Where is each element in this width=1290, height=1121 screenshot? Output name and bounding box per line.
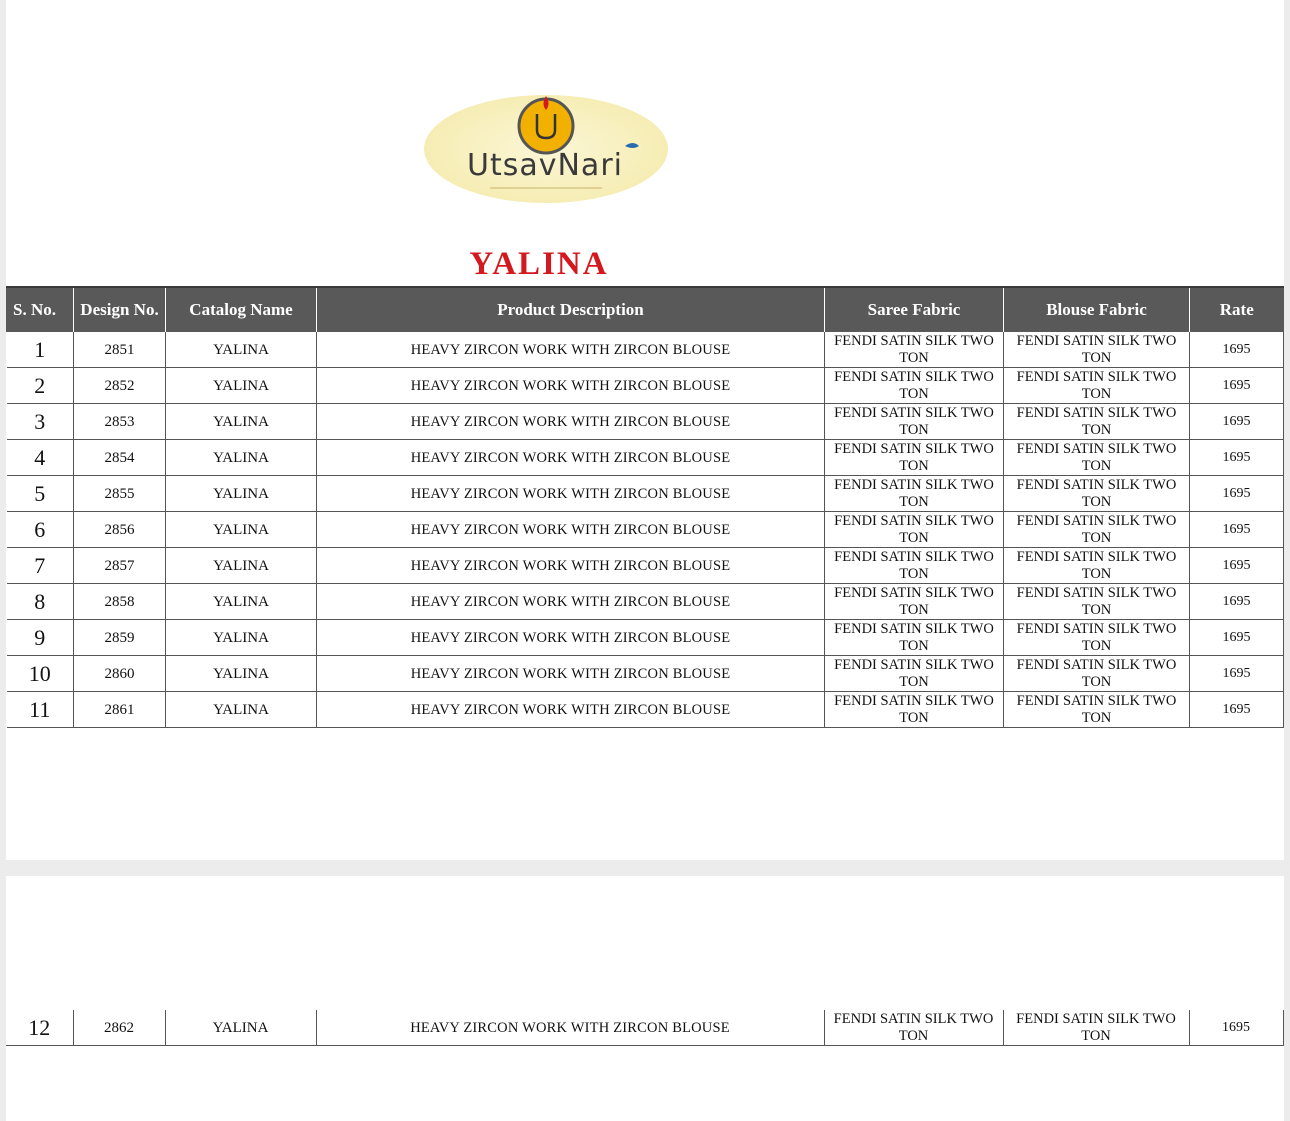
table-row [7, 404, 1284, 440]
cell-catalog-name: YALINA [166, 476, 317, 512]
cell-rate: 1695 [1190, 620, 1284, 656]
cell-product-description: HEAVY ZIRCON WORK WITH ZIRCON BLOUSE [317, 656, 825, 692]
cell-saree-fabric: FENDI SATIN SILK TWO TON [825, 548, 1004, 584]
cell-product-description: HEAVY ZIRCON WORK WITH ZIRCON BLOUSE [317, 620, 825, 656]
document-page-1 [6, 0, 1284, 860]
cell-rate: 1695 [1190, 692, 1284, 728]
catalog-table-continued [6, 1010, 1284, 1046]
cell-product-description: HEAVY ZIRCON WORK WITH ZIRCON BLOUSE [317, 548, 825, 584]
table-row [7, 332, 1284, 368]
cell-rate: 1695 [1190, 332, 1284, 368]
table-row [6, 1010, 1283, 1046]
cell-rate: 1695 [1190, 512, 1284, 548]
cell-design-no: 2851 [74, 332, 166, 368]
cell-rate: 1695 [1190, 476, 1284, 512]
cell-s-no: 1 [7, 332, 74, 368]
cell-s-no: 3 [7, 404, 74, 440]
header-catalog-name: Catalog Name [166, 287, 317, 332]
cell-catalog-name: YALINA [166, 620, 317, 656]
cell-s-no: 6 [7, 512, 74, 548]
cell-catalog-name: YALINA [166, 332, 317, 368]
cell-blouse-fabric: FENDI SATIN SILK TWO TON [1004, 368, 1190, 404]
cell-design-no: 2861 [74, 692, 166, 728]
cell-design-no: 2859 [74, 620, 166, 656]
cell-rate: 1695 [1190, 404, 1284, 440]
cell-saree-fabric: FENDI SATIN SILK TWO TON [825, 332, 1004, 368]
cell-catalog-name: YALINA [165, 1010, 316, 1046]
table-row [7, 548, 1284, 584]
header-saree-fabric: Saree Fabric [825, 287, 1004, 332]
table-row [7, 476, 1284, 512]
cell-catalog-name: YALINA [166, 368, 317, 404]
cell-catalog-name: YALINA [166, 656, 317, 692]
cell-s-no: 5 [7, 476, 74, 512]
cell-saree-fabric: FENDI SATIN SILK TWO TON [825, 440, 1004, 476]
cell-s-no: 4 [7, 440, 74, 476]
cell-catalog-name: YALINA [166, 404, 317, 440]
cell-product-description: HEAVY ZIRCON WORK WITH ZIRCON BLOUSE [317, 692, 825, 728]
cell-saree-fabric: FENDI SATIN SILK TWO TON [825, 692, 1004, 728]
table-row [7, 440, 1284, 476]
cell-catalog-name: YALINA [166, 692, 317, 728]
cell-blouse-fabric: FENDI SATIN SILK TWO TON [1004, 440, 1190, 476]
cell-design-no: 2852 [74, 368, 166, 404]
cell-rate: 1695 [1190, 656, 1284, 692]
cell-blouse-fabric: FENDI SATIN SILK TWO TON [1004, 404, 1190, 440]
cell-design-no: 2856 [74, 512, 166, 548]
table-row [7, 512, 1284, 548]
cell-saree-fabric: FENDI SATIN SILK TWO TON [825, 620, 1004, 656]
header-design-no: Design No. [74, 287, 166, 332]
cell-blouse-fabric: FENDI SATIN SILK TWO TON [1004, 332, 1190, 368]
cell-blouse-fabric: FENDI SATIN SILK TWO TON [1004, 656, 1190, 692]
cell-catalog-name: YALINA [166, 512, 317, 548]
cell-product-description: HEAVY ZIRCON WORK WITH ZIRCON BLOUSE [317, 368, 825, 404]
cell-blouse-fabric: FENDI SATIN SILK TWO TON [1004, 584, 1190, 620]
cell-blouse-fabric: FENDI SATIN SILK TWO TON [1004, 620, 1190, 656]
cell-design-no: 2860 [74, 656, 166, 692]
cell-blouse-fabric: FENDI SATIN SILK TWO TON [1003, 1010, 1189, 1046]
header-s-no: S. No. [7, 287, 74, 332]
cell-s-no: 9 [7, 620, 74, 656]
cell-design-no: 2858 [74, 584, 166, 620]
cell-blouse-fabric: FENDI SATIN SILK TWO TON [1004, 692, 1190, 728]
cell-saree-fabric: FENDI SATIN SILK TWO TON [825, 368, 1004, 404]
catalog-title: YALINA [469, 246, 609, 282]
document-page-2 [6, 876, 1284, 1121]
cell-catalog-name: YALINA [166, 548, 317, 584]
cell-rate: 1695 [1189, 1010, 1283, 1046]
cell-product-description: HEAVY ZIRCON WORK WITH ZIRCON BLOUSE [317, 440, 825, 476]
cell-saree-fabric: FENDI SATIN SILK TWO TON [825, 584, 1004, 620]
cell-blouse-fabric: FENDI SATIN SILK TWO TON [1004, 476, 1190, 512]
catalog-table [6, 286, 1284, 728]
cell-s-no: 8 [7, 584, 74, 620]
table-row [7, 584, 1284, 620]
cell-blouse-fabric: FENDI SATIN SILK TWO TON [1004, 548, 1190, 584]
brand-logo-text: UtsavNari [467, 148, 623, 183]
cell-s-no: 11 [7, 692, 74, 728]
cell-blouse-fabric: FENDI SATIN SILK TWO TON [1004, 512, 1190, 548]
cell-catalog-name: YALINA [166, 584, 317, 620]
cell-product-description: HEAVY ZIRCON WORK WITH ZIRCON BLOUSE [317, 476, 825, 512]
header-rate: Rate [1190, 287, 1284, 332]
cell-product-description: HEAVY ZIRCON WORK WITH ZIRCON BLOUSE [317, 512, 825, 548]
table-row [7, 692, 1284, 728]
cell-saree-fabric: FENDI SATIN SILK TWO TON [825, 512, 1004, 548]
table-row [7, 656, 1284, 692]
utsavnari-logo [420, 92, 672, 206]
cell-rate: 1695 [1190, 548, 1284, 584]
cell-saree-fabric: FENDI SATIN SILK TWO TON [824, 1010, 1003, 1046]
cell-rate: 1695 [1190, 440, 1284, 476]
table-row [7, 620, 1284, 656]
cell-s-no: 2 [7, 368, 74, 404]
cell-design-no: 2857 [74, 548, 166, 584]
cell-s-no: 12 [6, 1010, 73, 1046]
cell-product-description: HEAVY ZIRCON WORK WITH ZIRCON BLOUSE [316, 1010, 824, 1046]
cell-catalog-name: YALINA [166, 440, 317, 476]
header-blouse-fabric: Blouse Fabric [1004, 287, 1190, 332]
cell-design-no: 2855 [74, 476, 166, 512]
cell-design-no: 2853 [74, 404, 166, 440]
table-row [7, 368, 1284, 404]
cell-saree-fabric: FENDI SATIN SILK TWO TON [825, 404, 1004, 440]
cell-rate: 1695 [1190, 584, 1284, 620]
cell-design-no: 2862 [73, 1010, 165, 1046]
cell-product-description: HEAVY ZIRCON WORK WITH ZIRCON BLOUSE [317, 404, 825, 440]
cell-saree-fabric: FENDI SATIN SILK TWO TON [825, 476, 1004, 512]
cell-s-no: 10 [7, 656, 74, 692]
cell-product-description: HEAVY ZIRCON WORK WITH ZIRCON BLOUSE [317, 332, 825, 368]
cell-s-no: 7 [7, 548, 74, 584]
cell-saree-fabric: FENDI SATIN SILK TWO TON [825, 656, 1004, 692]
cell-rate: 1695 [1190, 368, 1284, 404]
cell-product-description: HEAVY ZIRCON WORK WITH ZIRCON BLOUSE [317, 584, 825, 620]
cell-design-no: 2854 [74, 440, 166, 476]
header-product-description: Product Description [317, 287, 825, 332]
table-header-row [7, 287, 1284, 332]
